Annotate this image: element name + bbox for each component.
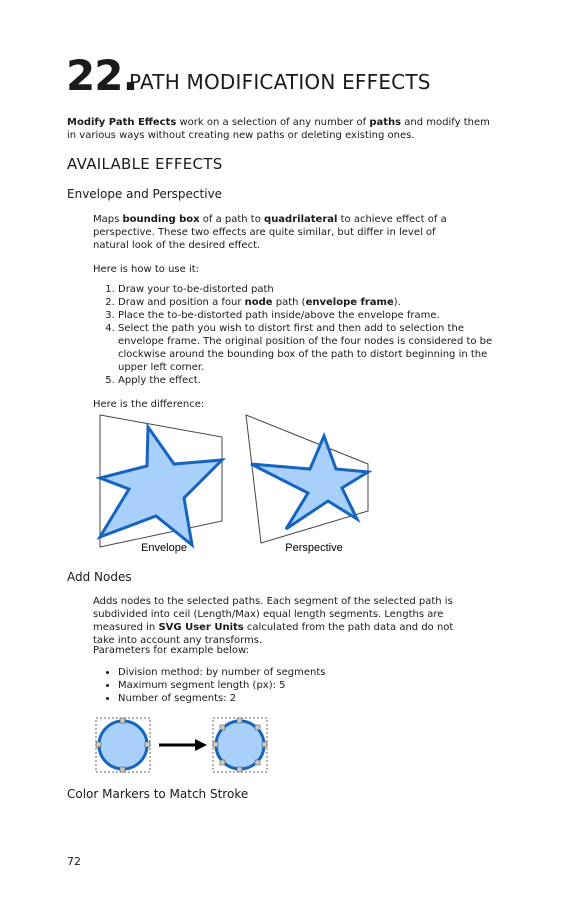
step-item: 4. Select the path you wish to distort first and then add to selection the envelope frame. The original position of the four nodes is considered to be clockwise around the bounding box of the path to distort beginning in the upper left corner. [118, 322, 498, 374]
node-handle [262, 742, 267, 747]
before-circle [99, 721, 147, 769]
step-item: 3. Place the to-be-distorted path inside/above the envelope frame. [118, 309, 498, 322]
step2-text-3: ). [393, 297, 401, 308]
step-item: 5. Apply the effect. [118, 374, 498, 387]
add-nodes-heading: Add Nodes [67, 570, 132, 584]
envelope-text-2: of a path to [199, 214, 265, 225]
envelope-text-1: Maps [93, 214, 123, 225]
node-handle [120, 767, 125, 772]
envelope-paragraph [93, 213, 471, 252]
intro-bold-1: Modify Path Effects [67, 117, 177, 128]
parameter-item: • Division method: by number of segments [118, 666, 326, 679]
step2-bold-1: node [244, 297, 273, 308]
step2-text-1: Draw and position a four [118, 297, 245, 308]
node-handle [220, 725, 225, 730]
node-handle [237, 767, 242, 772]
node-handle [120, 718, 125, 723]
add-nodes-paragraph [93, 595, 473, 647]
steps-list [93, 283, 498, 387]
arrow-head [195, 739, 207, 751]
node-handle [145, 742, 150, 747]
node-handle [213, 742, 218, 747]
step2-bold-2: envelope frame [305, 297, 394, 308]
intro-bold-2: paths [369, 117, 402, 128]
parameters-list [93, 666, 326, 705]
step-item [118, 296, 498, 309]
add-nodes-illustration [93, 714, 273, 776]
page-number: 72 [67, 855, 81, 868]
envelope-heading: Envelope and Perspective [67, 187, 223, 201]
chapter-number: 22. [66, 51, 138, 100]
parameters-paragraph: Parameters for example below: [93, 645, 249, 656]
intro-text-1: work on a selection of any number of [176, 117, 370, 128]
node-handle [220, 760, 225, 765]
perspective-star [251, 436, 368, 529]
step-item: 1. Draw your to-be-distorted path [118, 283, 498, 296]
step2-text-2: path ( [272, 297, 306, 308]
chapter-title: PATH MODIFICATION EFFECTS [129, 70, 431, 94]
parameter-item: • Number of segments: 2 [118, 692, 326, 705]
envelope-perspective-figure [96, 412, 386, 561]
envelope-bold-2: quadrilateral [264, 214, 338, 225]
add-nodes-figure [93, 714, 273, 780]
node-handle [255, 760, 260, 765]
node-handle [255, 725, 260, 730]
caption-perspective: Perspective [285, 542, 343, 554]
intro-paragraph [67, 116, 497, 142]
envelope-perspective-illustration [96, 412, 386, 557]
add-nodes-text-2: calculated from the path data and do not take into account any transforms. [93, 622, 454, 646]
difference-paragraph: Here is the difference: [93, 399, 205, 410]
node-handle [96, 742, 101, 747]
parameter-item: • Maximum segment length (px): 5 [118, 679, 326, 692]
envelope-star [100, 427, 222, 545]
node-handle [237, 718, 242, 723]
color-markers-heading: Color Markers to Match Stroke [67, 787, 249, 801]
caption-envelope: Envelope [141, 542, 187, 554]
howto-paragraph: Here is how to use it: [93, 264, 200, 275]
add-nodes-text-1: Adds nodes to the selected paths. Each segment of the selected path is subdivided into ceil (Length/Max) equal length segments. Lengths are measured in [93, 596, 453, 633]
add-nodes-bold-1: SVG User Units [158, 622, 244, 633]
envelope-text-3: to achieve effect of a perspective. These two effects are quite similar, but differ in level of natural look of the desired effect. [93, 214, 447, 251]
intro-text-2: and modify them in various ways without creating new paths or deleting existing ones. [67, 117, 490, 141]
section-title: AVAILABLE EFFECTS [67, 155, 223, 173]
envelope-bold-1: bounding box [122, 214, 200, 225]
